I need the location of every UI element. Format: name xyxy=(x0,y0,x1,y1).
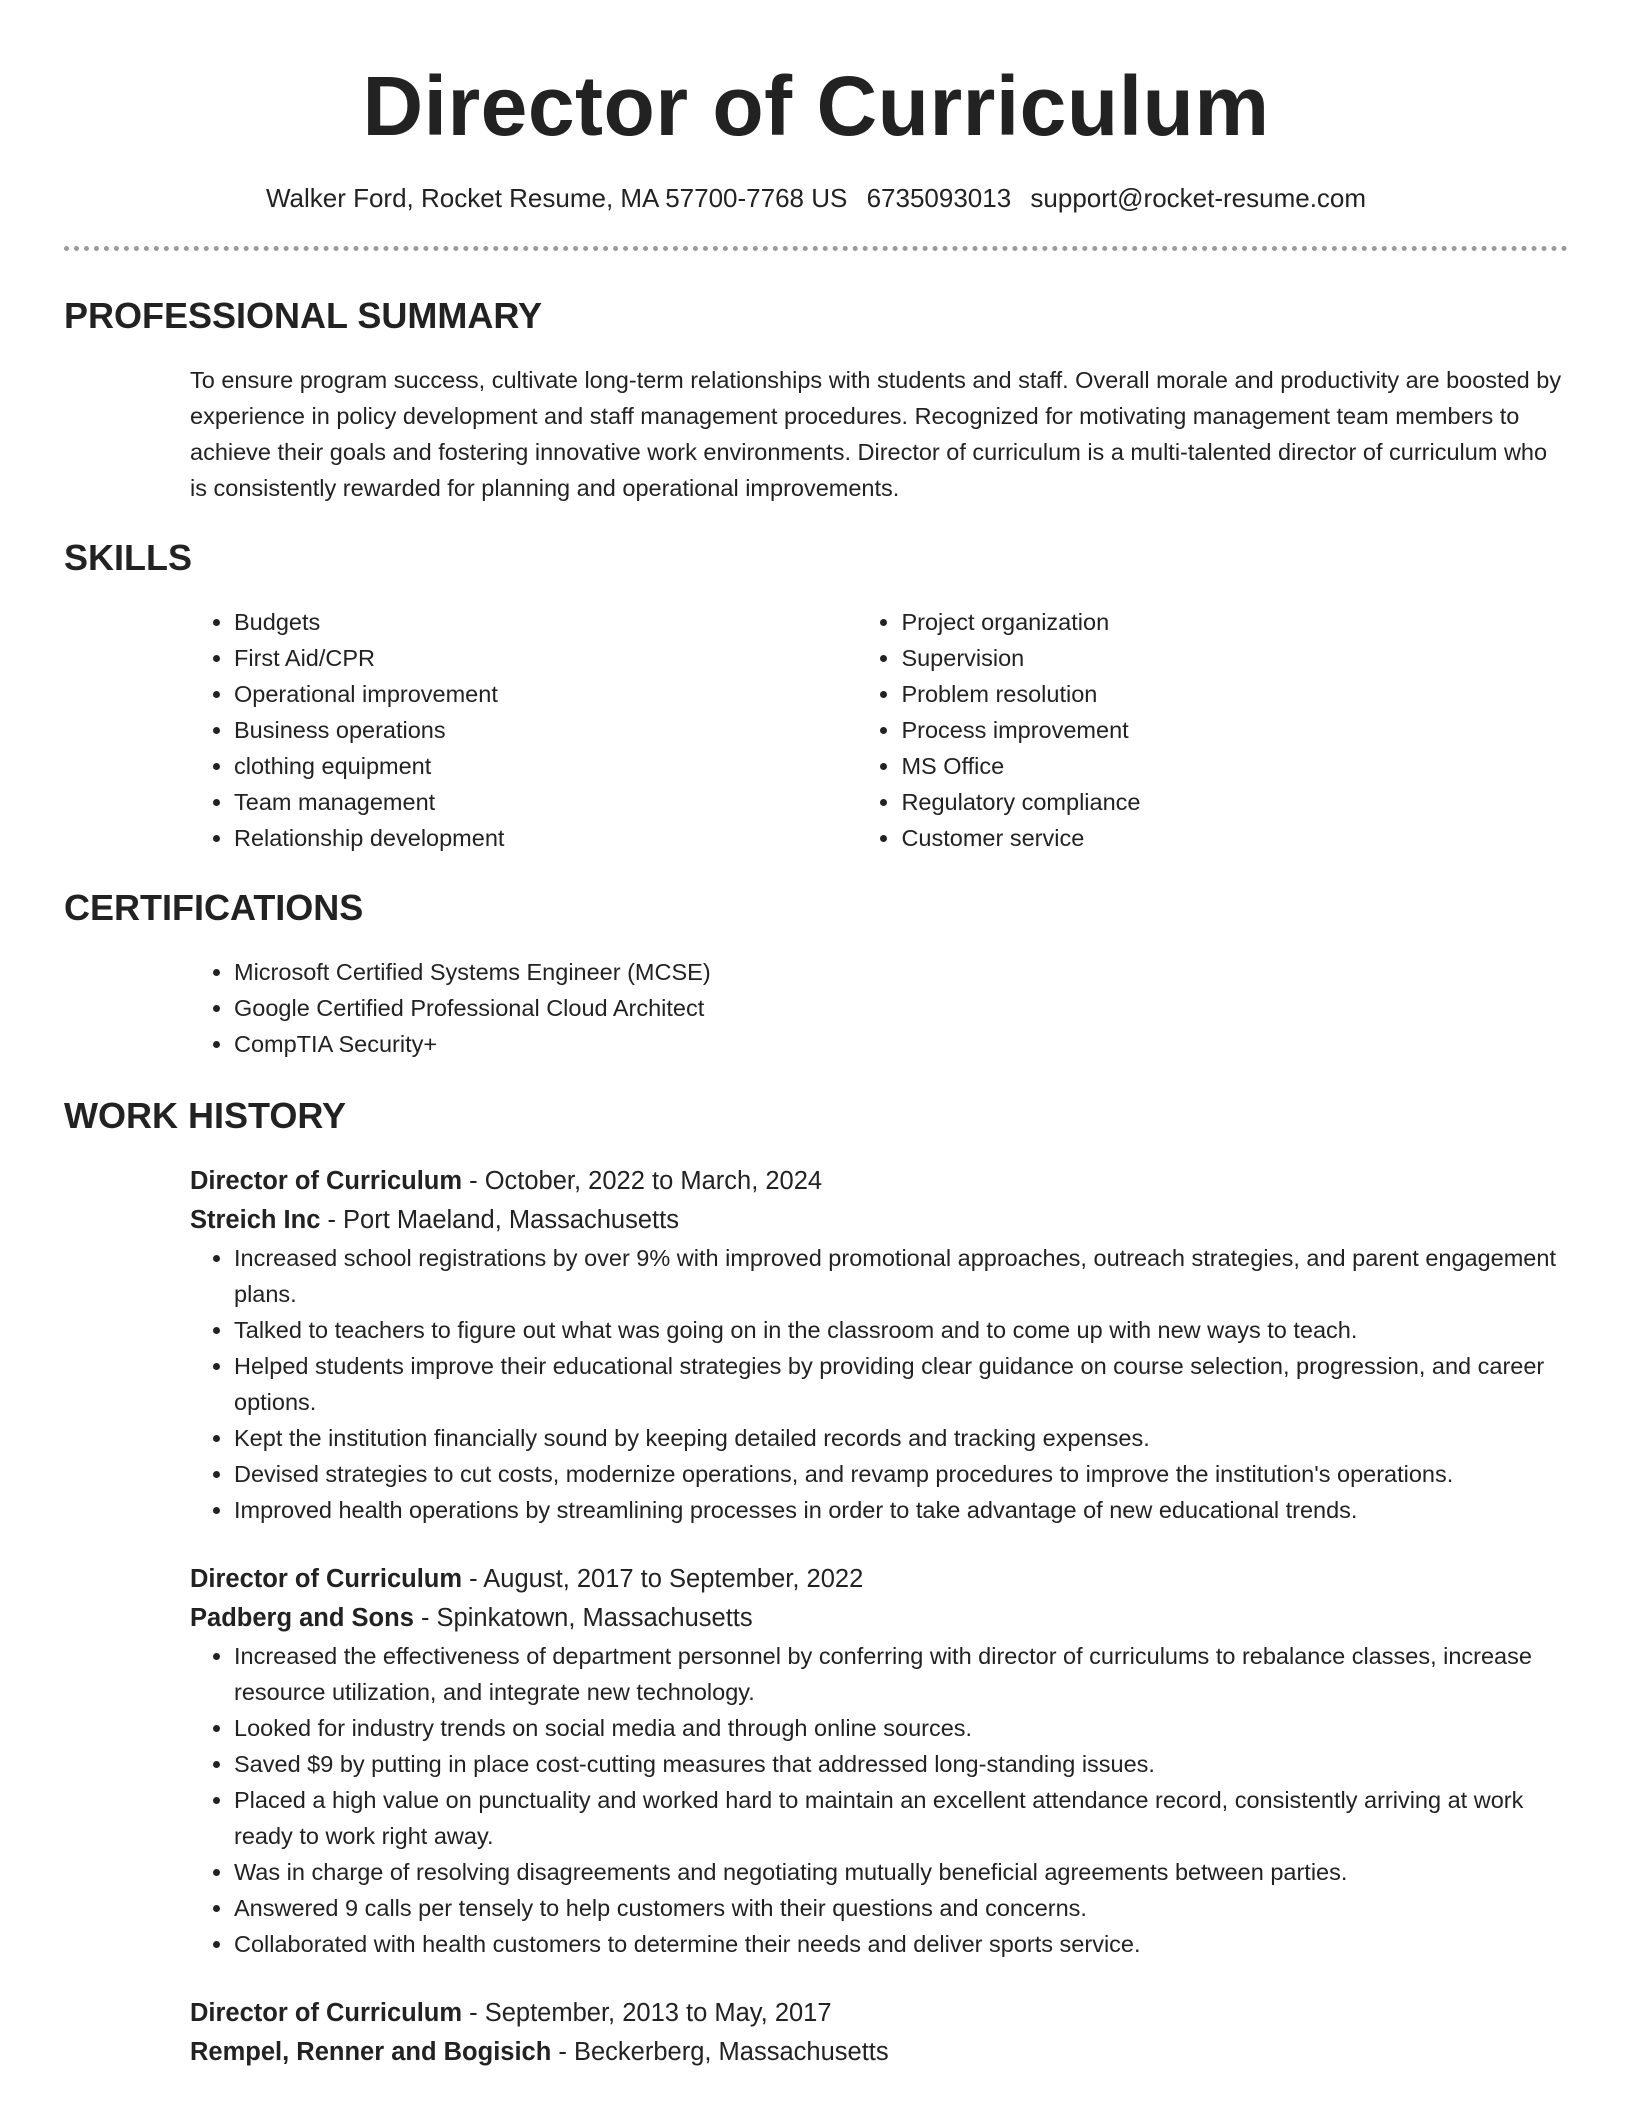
job-title-line xyxy=(190,1994,1568,2033)
skill-item: • Customer service xyxy=(901,820,1568,856)
contact-line xyxy=(64,182,1568,214)
certifications-list xyxy=(190,954,1568,1062)
page-title: Director of Curriculum xyxy=(362,59,1270,153)
job-bullet: • Answered 9 calls per tensely to help customers with their questions and concerns. xyxy=(234,1890,1568,1926)
summary-heading: PROFESSIONAL SUMMARY xyxy=(64,295,543,336)
job-title-line xyxy=(190,1162,1568,1201)
job-bullet: • Improved health operations by streamlining processes in order to take advantage of new educational trends. xyxy=(234,1492,1568,1528)
job-title: Director of Curriculum xyxy=(190,1999,463,2027)
job-location: - Spinkatown, Massachusetts xyxy=(413,1604,753,1632)
job-entry xyxy=(190,1162,1568,1528)
job-bullet: • Collaborated with health customers to determine their needs and deliver sports service. xyxy=(234,1926,1568,1962)
skills-list xyxy=(190,604,1568,856)
job-location: - Port Maeland, Massachusetts xyxy=(320,1206,679,1234)
job-bullet: • Saved $9 by putting in place cost-cutting measures that addressed long-standing issues. xyxy=(234,1746,1568,1782)
certification-item: • Google Certified Professional Cloud Architect xyxy=(234,990,1568,1026)
job-bullet: • Increased the effectiveness of department personnel by conferring with director of curriculums to rebalance classes, increase resource utilization, and integrate new technology. xyxy=(234,1638,1568,1710)
skill-item: • Relationship development xyxy=(234,820,857,856)
skill-item: • Budgets xyxy=(234,604,857,640)
job-bullet: • Kept the institution financially sound by keeping detailed records and tracking expenses. xyxy=(234,1420,1568,1456)
skill-item: • Problem resolution xyxy=(901,676,1568,712)
certification-item: • CompTIA Security+ xyxy=(234,1026,1568,1062)
certifications-bullets xyxy=(190,954,1568,1062)
summary-text: To ensure program success, cultivate long-term relationships with students and staff. Overall morale and productivity are boosted by experience in policy development and staff management procedures. Recognized for motivating management team members to achieve their goals and fostering innovative work environments. Director of curriculum is a multi-talented director of curriculum who is consistently rewarded for planning and operational improvements. xyxy=(190,367,1562,501)
skill-item: • Team management xyxy=(234,784,857,820)
skill-item: • Supervision xyxy=(901,640,1568,676)
job-bullet: • Was in charge of resolving disagreements and negotiating mutually beneficial agreements between parties. xyxy=(234,1854,1568,1890)
job-bullet: • Helped students improve their educational strategies by providing clear guidance on course selection, progression, and career options. xyxy=(234,1348,1568,1420)
job-company: Rempel, Renner and Bogisich xyxy=(190,2038,552,2066)
skills-column-right xyxy=(857,604,1568,856)
skill-item: • First Aid/CPR xyxy=(234,640,857,676)
job-dates: - August, 2017 to September, 2022 xyxy=(462,1565,864,1593)
work-history-heading: WORK HISTORY xyxy=(64,1095,347,1136)
certifications-heading: CERTIFICATIONS xyxy=(64,887,364,928)
skill-item: • Business operations xyxy=(234,712,857,748)
skills-column-left xyxy=(190,604,857,856)
job-dates: - October, 2022 to March, 2024 xyxy=(462,1167,823,1195)
job-title: Director of Curriculum xyxy=(190,1565,463,1593)
job-bullet: • Placed a high value on punctuality and worked hard to maintain an excellent attendance record, consistently arriving at work ready to work right away. xyxy=(234,1782,1568,1854)
job-company-line xyxy=(190,1201,1568,1240)
job-title-line xyxy=(190,1560,1568,1599)
skill-item: • Regulatory compliance xyxy=(901,784,1568,820)
skill-item: • Operational improvement xyxy=(234,676,857,712)
job-bullet: • Talked to teachers to figure out what was going on in the classroom and to come up with new ways to teach. xyxy=(234,1312,1568,1348)
job-entry xyxy=(190,1560,1568,1962)
contact-email: support@rocket-resume.com xyxy=(1030,183,1367,213)
contact-address: Walker Ford, Rocket Resume, MA 57700-7768 US xyxy=(265,183,848,213)
dotted-divider xyxy=(64,246,1568,251)
job-entry xyxy=(190,1994,1568,2072)
job-location: - Beckerberg, Massachusetts xyxy=(551,2038,889,2066)
job-company: Padberg and Sons xyxy=(190,1604,414,1632)
job-bullet: • Increased school registrations by over 9% with improved promotional approaches, outreach strategies, and parent engagement plans. xyxy=(234,1240,1568,1312)
job-title: Director of Curriculum xyxy=(190,1167,463,1195)
skill-item: • clothing equipment xyxy=(234,748,857,784)
job-bullet: • Looked for industry trends on social media and through online sources. xyxy=(234,1710,1568,1746)
skill-item: • MS Office xyxy=(901,748,1568,784)
contact-phone: 6735093013 xyxy=(866,183,1012,213)
job-bullets xyxy=(190,1240,1568,1528)
job-company: Streich Inc xyxy=(190,1206,321,1234)
job-bullets xyxy=(190,1638,1568,1962)
skills-heading: SKILLS xyxy=(64,537,193,578)
skill-item: • Project organization xyxy=(901,604,1568,640)
resume-page xyxy=(64,0,1568,2072)
skill-item: • Process improvement xyxy=(901,712,1568,748)
job-bullet: • Devised strategies to cut costs, modernize operations, and revamp procedures to improve the institution's operations. xyxy=(234,1456,1568,1492)
job-company-line xyxy=(190,2033,1568,2072)
job-dates: - September, 2013 to May, 2017 xyxy=(462,1999,832,2027)
job-company-line xyxy=(190,1599,1568,1638)
certification-item: • Microsoft Certified Systems Engineer (MCSE) xyxy=(234,954,1568,990)
